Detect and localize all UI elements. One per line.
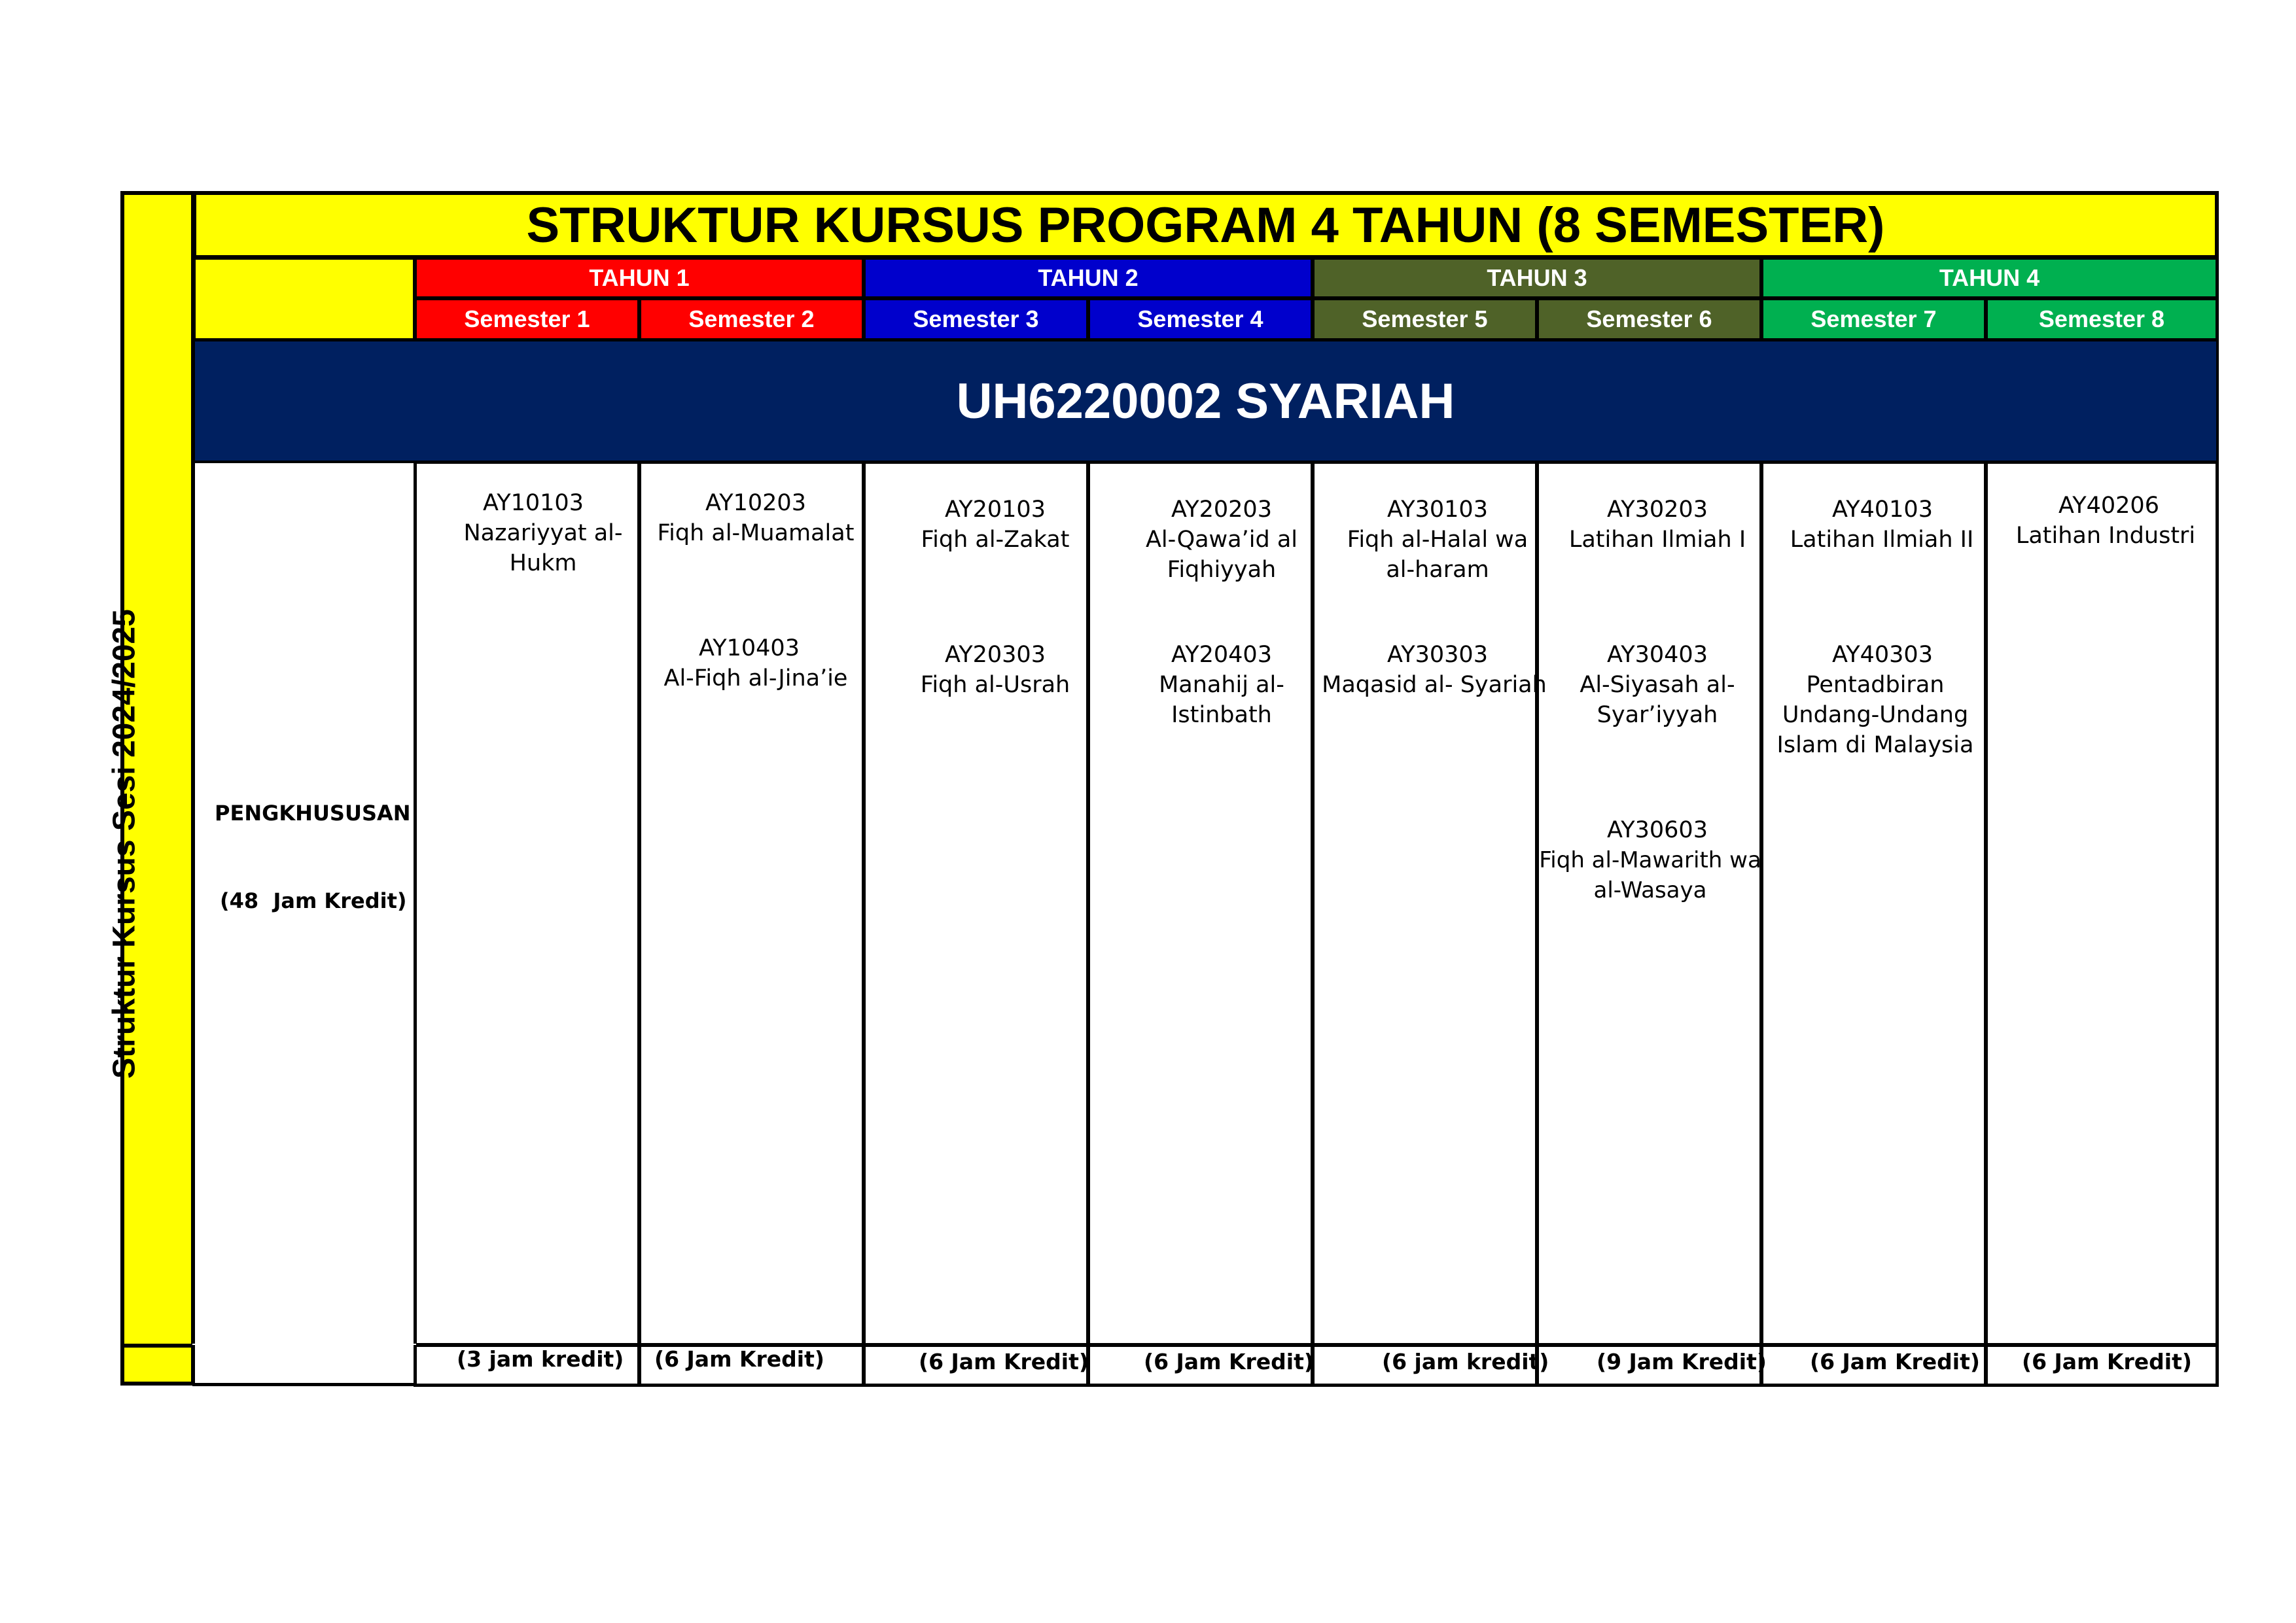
semester-header-4: Semester 4 xyxy=(1087,297,1314,341)
course-name: Maqasid al- Syariah xyxy=(1322,672,1547,698)
course-code: AY40206 xyxy=(2058,493,2159,519)
year-header-1: TAHUN 1 xyxy=(414,256,865,300)
course-code: AY20203 xyxy=(1171,497,1272,523)
course-code: AY20103 xyxy=(945,497,1046,523)
semester-header-3: Semester 3 xyxy=(862,297,1089,341)
course-name: Al-Qawa’id al Fiqhiyyah xyxy=(1145,527,1298,583)
course-name: Manahij al- Istinbath xyxy=(1159,672,1284,728)
semester-header-8: Semester 8 xyxy=(1985,297,2219,341)
course-name: Latihan Ilmiah I xyxy=(1568,527,1746,553)
program-banner: UH6220002 SYARIAH xyxy=(192,339,2219,463)
course-code: AY20403 xyxy=(1171,642,1272,668)
credit-label-5: (6 jam kredit) xyxy=(1382,1349,1549,1374)
course-code: AY40103 xyxy=(1832,497,1933,523)
course-code: AY10403 xyxy=(699,635,800,661)
semester-column-5 xyxy=(1311,461,1538,1346)
semester-column-4 xyxy=(1087,461,1314,1346)
credit-label-2: (6 Jam Kredit) xyxy=(654,1346,824,1372)
credit-label-3: (6 Jam Kredit) xyxy=(919,1349,1089,1374)
side-strip-footer xyxy=(120,1344,195,1386)
semester-column-3 xyxy=(862,461,1089,1346)
specialization-credits: (48 Jam Kredit) xyxy=(220,888,407,913)
course-code: AY30603 xyxy=(1607,817,1708,843)
course-name: Nazariyyat al- Hukm xyxy=(463,520,623,576)
course-name: Fiqh al-Zakat xyxy=(921,527,1070,553)
course-name: Al-Fiqh al-Jina’ie xyxy=(663,665,848,691)
year-header-3: TAHUN 3 xyxy=(1311,256,1763,300)
course-code: AY10203 xyxy=(705,490,806,516)
semester-header-1: Semester 1 xyxy=(414,297,641,341)
course-code: AY30203 xyxy=(1607,497,1708,523)
header-filler xyxy=(192,256,416,341)
course-code: AY20303 xyxy=(945,642,1046,668)
year-header-2: TAHUN 2 xyxy=(862,256,1314,300)
semester-header-7: Semester 7 xyxy=(1760,297,1987,341)
course-name: Fiqh al-Muamalat xyxy=(657,520,855,546)
course-code: AY30103 xyxy=(1387,497,1488,523)
table-inner-line xyxy=(192,1344,416,1345)
semester-header-6: Semester 6 xyxy=(1536,297,1763,341)
semester-column-8 xyxy=(1985,461,2219,1346)
credit-label-7: (6 Jam Kredit) xyxy=(1810,1349,1980,1374)
table-bottom-line xyxy=(192,1383,416,1386)
credit-label-8: (6 Jam Kredit) xyxy=(2022,1349,2192,1374)
course-name: Latihan Industri xyxy=(2015,523,2196,549)
credit-label-6: (9 Jam Kredit) xyxy=(1597,1349,1767,1374)
credit-label-1: (3 jam kredit) xyxy=(457,1346,624,1372)
year-header-4: TAHUN 4 xyxy=(1760,256,2219,300)
course-code: AY10103 xyxy=(483,490,584,516)
semester-column-2 xyxy=(638,461,865,1346)
page-title: STRUKTUR KURSUS PROGRAM 4 TAHUN (8 SEMESTER) xyxy=(192,191,2219,259)
course-code: AY40303 xyxy=(1832,642,1933,668)
course-name: Fiqh al-Usrah xyxy=(920,672,1070,698)
course-name: Latihan Ilmiah II xyxy=(1790,527,1974,553)
session-label: Struktur Kursus Sesi 2024/2025 xyxy=(107,609,142,1079)
course-name: Pentadbiran Undang-Undang Islam di Malaysia xyxy=(1776,672,1974,758)
course-name: Al-Siyasah al- Syar’iyyah xyxy=(1580,672,1735,728)
credit-label-4: (6 Jam Kredit) xyxy=(1144,1349,1314,1374)
semester-header-5: Semester 5 xyxy=(1311,297,1538,341)
semester-column-7 xyxy=(1760,461,1987,1346)
course-code: AY30403 xyxy=(1607,642,1708,668)
course-code: AY30303 xyxy=(1387,642,1488,668)
course-name: Fiqh al-Halal wa al-haram xyxy=(1347,527,1528,583)
course-name: Fiqh al-Mawarith wa al-Wasaya xyxy=(1539,847,1761,903)
semester-column-1 xyxy=(414,461,641,1346)
semester-header-2: Semester 2 xyxy=(638,297,865,341)
specialization-label: PENGKHUSUSAN xyxy=(215,801,411,826)
